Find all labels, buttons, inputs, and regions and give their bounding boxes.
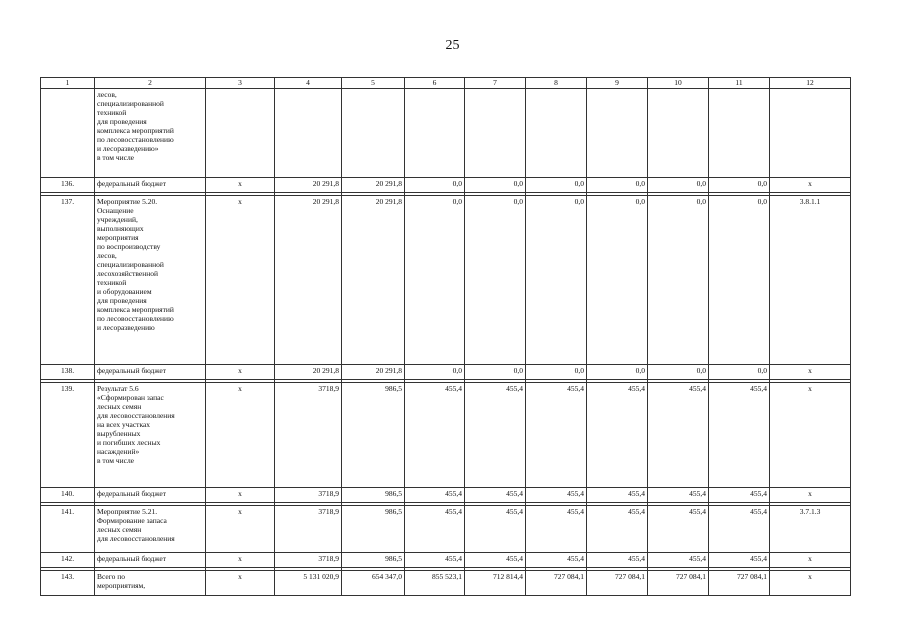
cell-col-7: 0,0 xyxy=(465,196,526,365)
cell-col-9: 455,4 xyxy=(587,553,648,568)
cell-col-7: 455,4 xyxy=(465,553,526,568)
column-header-5: 5 xyxy=(342,78,405,89)
cell-col-4: 3718,9 xyxy=(275,553,342,568)
cell-col-5 xyxy=(342,89,405,178)
cell-col-11: 455,4 xyxy=(709,553,770,568)
cell-col-5: 20 291,8 xyxy=(342,178,405,193)
column-header-11: 11 xyxy=(709,78,770,89)
cell-col-11: 0,0 xyxy=(709,178,770,193)
cell-col-3: x xyxy=(206,365,275,380)
cell-col-2: федеральный бюджет xyxy=(95,553,206,568)
cell-col-6: 455,4 xyxy=(405,488,465,503)
cell-col-2: Результат 5.6 «Сформирован запас лесных семян для лесовосстановления на всех участках вырубленных и погибших лесных насаждений» в том числе xyxy=(95,383,206,488)
cell-col-1: 141. xyxy=(41,506,95,553)
cell-col-12: x xyxy=(770,553,851,568)
cell-col-2: Мероприятие 5.21. Формирование запаса лесных семян для лесовосстановления xyxy=(95,506,206,553)
cell-col-3 xyxy=(206,89,275,178)
cell-col-10: 455,4 xyxy=(648,506,709,553)
column-header-7: 7 xyxy=(465,78,526,89)
cell-col-9: 0,0 xyxy=(587,196,648,365)
table-row xyxy=(41,383,851,488)
cell-col-9: 0,0 xyxy=(587,178,648,193)
cell-col-12: x xyxy=(770,488,851,503)
cell-col-12: 3.8.1.1 xyxy=(770,196,851,365)
cell-col-11: 0,0 xyxy=(709,365,770,380)
cell-col-8: 727 084,1 xyxy=(526,571,587,596)
cell-col-2: федеральный бюджет xyxy=(95,365,206,380)
cell-col-2: Мероприятие 5.20. Оснащение учреждений, выполняющих мероприятия по воспроизводству лесов, специализированной лесохозяйственной техникой и оборудованием для проведения комплекса мероприятий по лесовосстановлению и лесоразведению xyxy=(95,196,206,365)
cell-col-10: 455,4 xyxy=(648,553,709,568)
page-number: 25 xyxy=(445,38,460,53)
cell-col-1: 142. xyxy=(41,553,95,568)
column-header-8: 8 xyxy=(526,78,587,89)
cell-col-5: 986,5 xyxy=(342,553,405,568)
table-row xyxy=(41,571,851,596)
cell-col-2: Всего по мероприятиям, xyxy=(95,571,206,596)
cell-col-9: 455,4 xyxy=(587,488,648,503)
cell-col-9: 727 084,1 xyxy=(587,571,648,596)
cell-col-9: 455,4 xyxy=(587,383,648,488)
cell-col-6: 455,4 xyxy=(405,553,465,568)
cell-col-8: 455,4 xyxy=(526,488,587,503)
cell-col-3: x xyxy=(206,553,275,568)
cell-col-10: 455,4 xyxy=(648,383,709,488)
column-header-12: 12 xyxy=(770,78,851,89)
cell-col-1: 143. xyxy=(41,571,95,596)
cell-col-7 xyxy=(465,89,526,178)
cell-col-4: 3718,9 xyxy=(275,506,342,553)
cell-col-4: 5 131 020,9 xyxy=(275,571,342,596)
cell-col-6: 0,0 xyxy=(405,365,465,380)
budget-table xyxy=(40,77,851,596)
cell-col-1 xyxy=(41,89,95,178)
cell-col-1: 140. xyxy=(41,488,95,503)
cell-col-5: 986,5 xyxy=(342,506,405,553)
table-row xyxy=(41,365,851,380)
cell-col-8: 455,4 xyxy=(526,383,587,488)
cell-col-11: 455,4 xyxy=(709,383,770,488)
cell-col-6: 455,4 xyxy=(405,383,465,488)
cell-col-5: 654 347,0 xyxy=(342,571,405,596)
cell-col-12: x xyxy=(770,383,851,488)
cell-col-4: 20 291,8 xyxy=(275,365,342,380)
cell-col-8: 0,0 xyxy=(526,196,587,365)
cell-col-12: 3.7.1.3 xyxy=(770,506,851,553)
cell-col-6: 855 523,1 xyxy=(405,571,465,596)
cell-col-10: 0,0 xyxy=(648,178,709,193)
cell-col-4: 20 291,8 xyxy=(275,178,342,193)
cell-col-7: 712 814,4 xyxy=(465,571,526,596)
cell-col-10: 0,0 xyxy=(648,196,709,365)
cell-col-9 xyxy=(587,89,648,178)
cell-col-12 xyxy=(770,89,851,178)
cell-col-5: 986,5 xyxy=(342,488,405,503)
column-header-10: 10 xyxy=(648,78,709,89)
table-row xyxy=(41,553,851,568)
cell-col-6: 455,4 xyxy=(405,506,465,553)
cell-col-4 xyxy=(275,89,342,178)
cell-col-5: 986,5 xyxy=(342,383,405,488)
table-row xyxy=(41,506,851,553)
column-header-1: 1 xyxy=(41,78,95,89)
cell-col-10: 0,0 xyxy=(648,365,709,380)
cell-col-10 xyxy=(648,89,709,178)
cell-col-1: 136. xyxy=(41,178,95,193)
table-header-row xyxy=(41,78,851,89)
column-header-3: 3 xyxy=(206,78,275,89)
cell-col-3: x xyxy=(206,488,275,503)
cell-col-8: 0,0 xyxy=(526,365,587,380)
cell-col-8: 0,0 xyxy=(526,178,587,193)
table-row xyxy=(41,89,851,178)
cell-col-3: x xyxy=(206,178,275,193)
cell-col-3: x xyxy=(206,196,275,365)
cell-col-9: 0,0 xyxy=(587,365,648,380)
table-row xyxy=(41,178,851,193)
column-header-6: 6 xyxy=(405,78,465,89)
cell-col-6: 0,0 xyxy=(405,178,465,193)
column-header-9: 9 xyxy=(587,78,648,89)
cell-col-11: 0,0 xyxy=(709,196,770,365)
cell-col-11: 727 084,1 xyxy=(709,571,770,596)
cell-col-1: 137. xyxy=(41,196,95,365)
cell-col-1: 138. xyxy=(41,365,95,380)
cell-col-11 xyxy=(709,89,770,178)
cell-col-3: x xyxy=(206,383,275,488)
cell-col-3: x xyxy=(206,506,275,553)
cell-col-5: 20 291,8 xyxy=(342,365,405,380)
cell-col-12: x xyxy=(770,178,851,193)
cell-col-6 xyxy=(405,89,465,178)
cell-col-9: 455,4 xyxy=(587,506,648,553)
cell-col-7: 455,4 xyxy=(465,506,526,553)
table-row xyxy=(41,488,851,503)
cell-col-2: федеральный бюджет xyxy=(95,178,206,193)
cell-col-10: 455,4 xyxy=(648,488,709,503)
cell-col-6: 0,0 xyxy=(405,196,465,365)
table-row xyxy=(41,196,851,365)
cell-col-11: 455,4 xyxy=(709,488,770,503)
cell-col-11: 455,4 xyxy=(709,506,770,553)
cell-col-8: 455,4 xyxy=(526,553,587,568)
cell-col-12: x xyxy=(770,571,851,596)
cell-col-4: 3718,9 xyxy=(275,383,342,488)
cell-col-10: 727 084,1 xyxy=(648,571,709,596)
cell-col-7: 455,4 xyxy=(465,488,526,503)
cell-col-4: 20 291,8 xyxy=(275,196,342,365)
cell-col-3: x xyxy=(206,571,275,596)
cell-col-2: федеральный бюджет xyxy=(95,488,206,503)
cell-col-7: 0,0 xyxy=(465,178,526,193)
column-header-2: 2 xyxy=(95,78,206,89)
cell-col-1: 139. xyxy=(41,383,95,488)
cell-col-7: 0,0 xyxy=(465,365,526,380)
column-header-4: 4 xyxy=(275,78,342,89)
cell-col-8 xyxy=(526,89,587,178)
cell-col-2: лесов, специализированной техникой для проведения комплекса мероприятий по лесовосстановлению и лесоразведению» в том числе xyxy=(95,89,206,178)
cell-col-4: 3718,9 xyxy=(275,488,342,503)
cell-col-12: x xyxy=(770,365,851,380)
cell-col-7: 455,4 xyxy=(465,383,526,488)
cell-col-8: 455,4 xyxy=(526,506,587,553)
cell-col-5: 20 291,8 xyxy=(342,196,405,365)
